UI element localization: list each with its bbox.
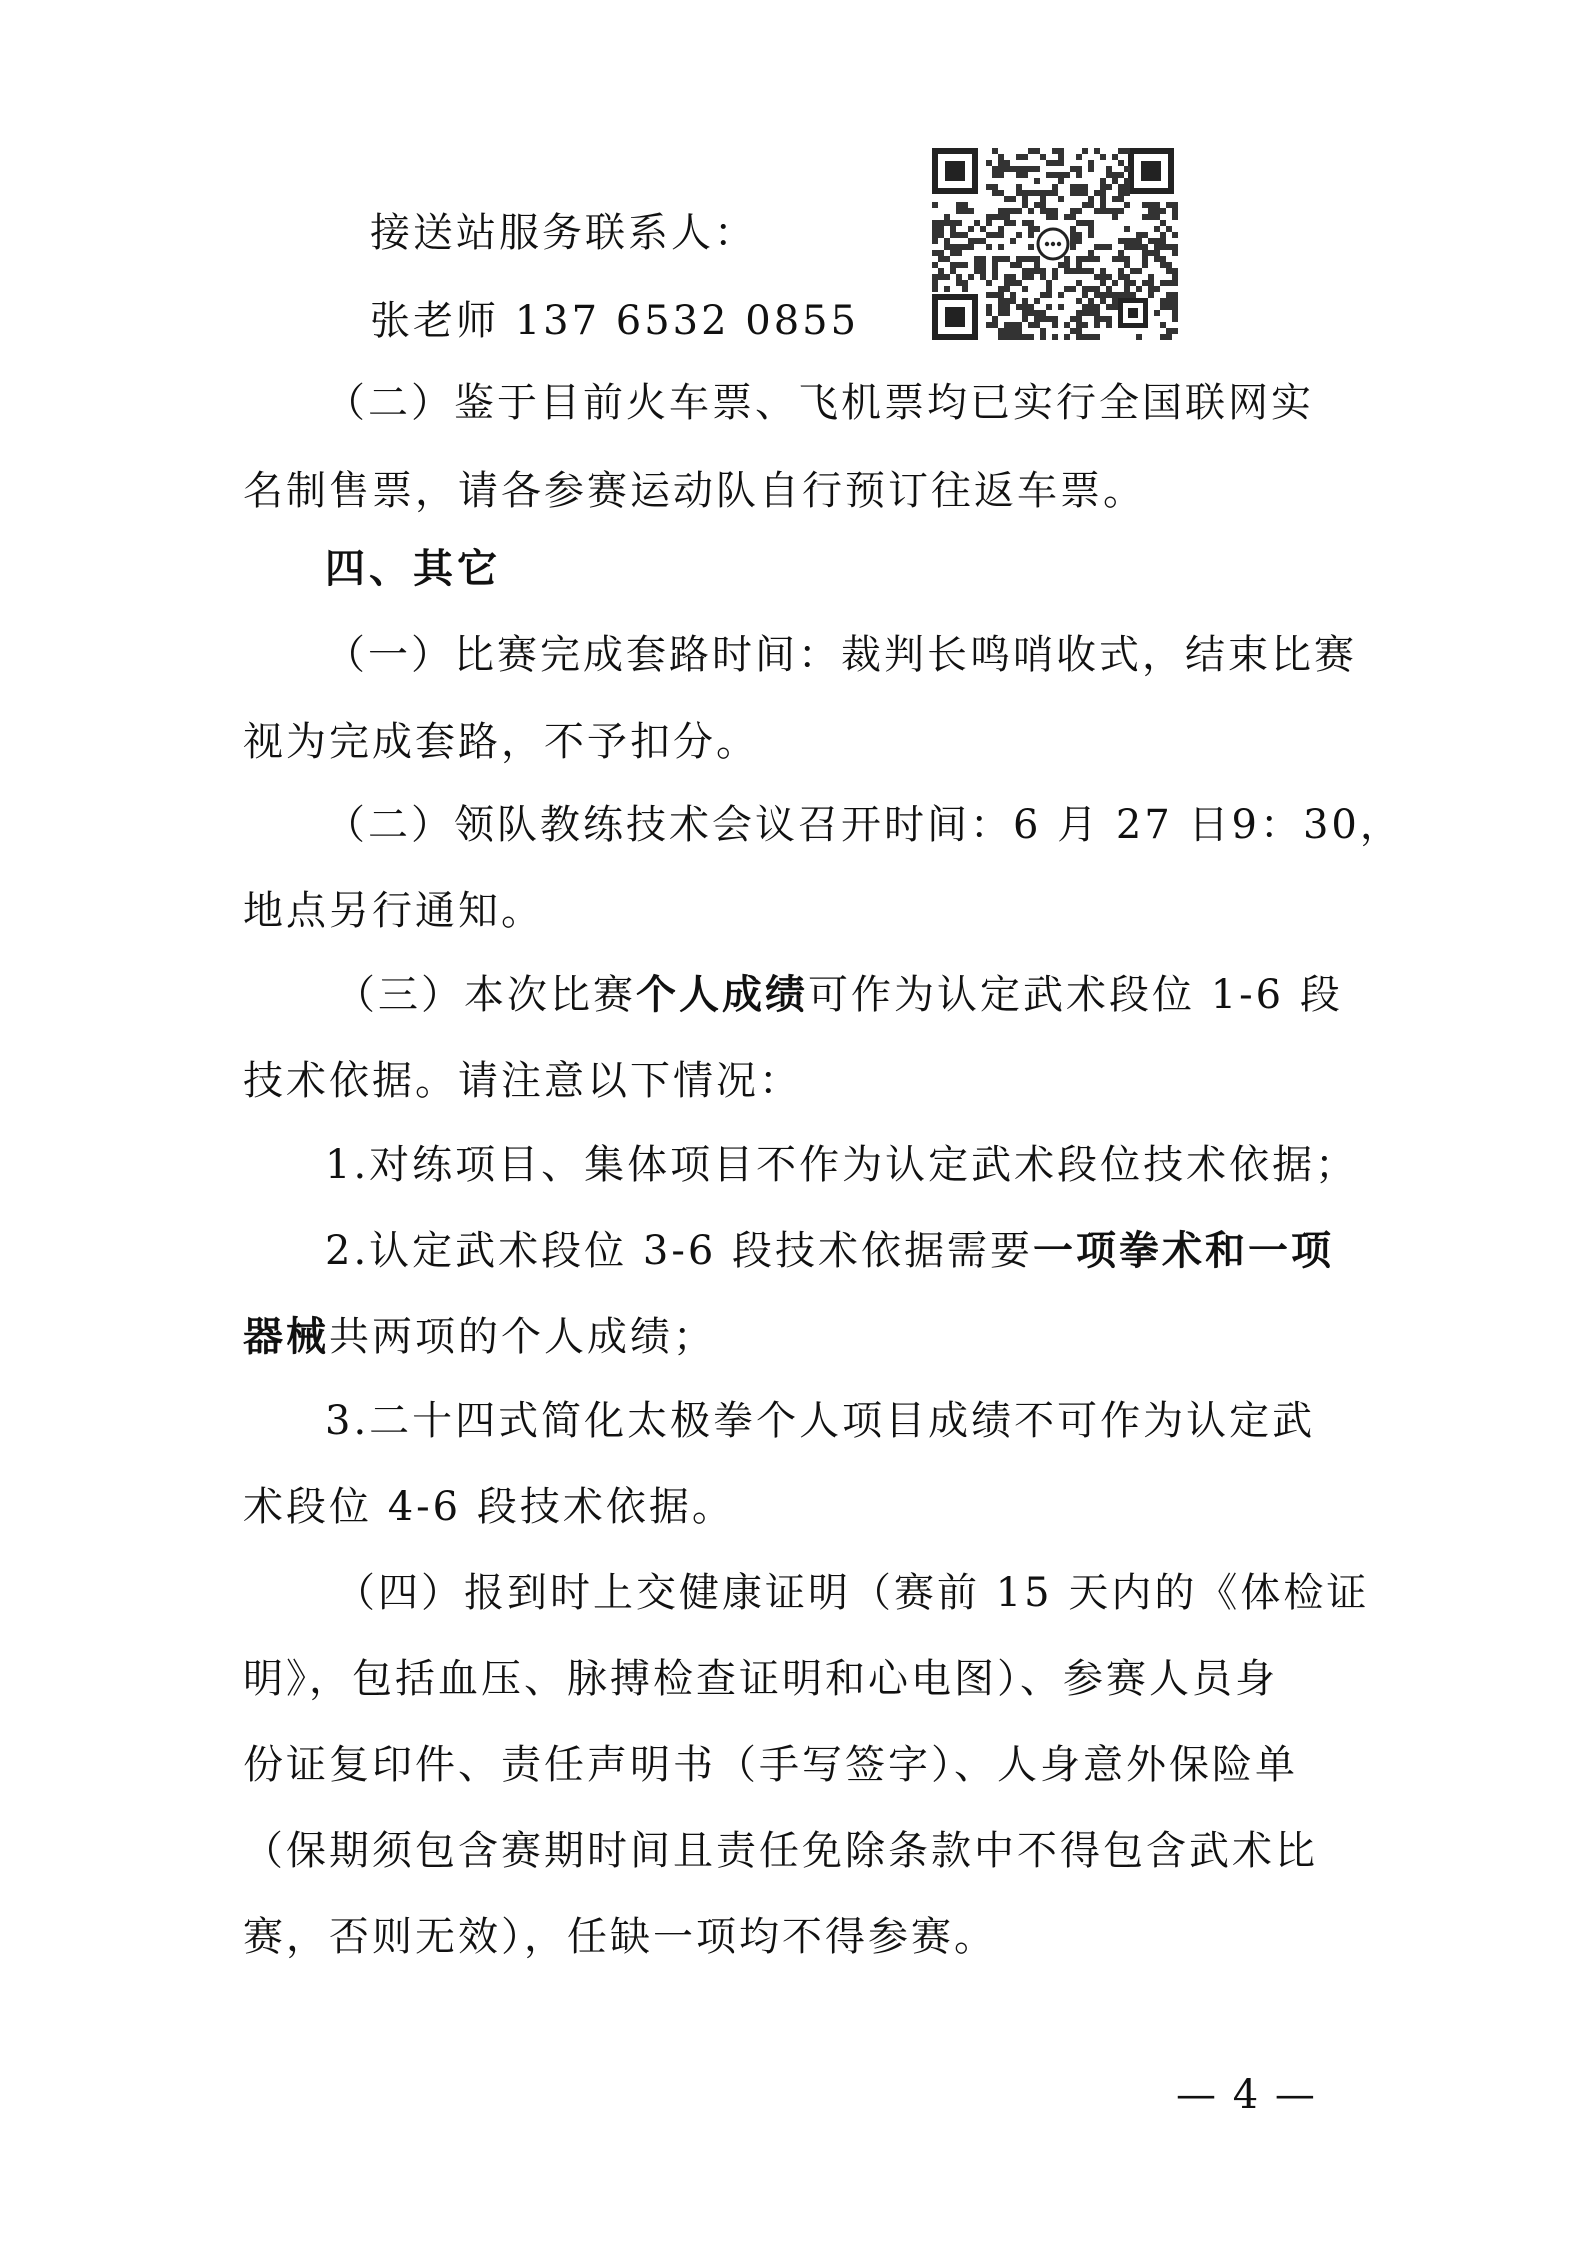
emphasis-text: 一项拳术和一项 (1033, 1228, 1335, 1274)
paragraph-line: （二）鉴于目前火车票、飞机票均已实行全国联网实 (325, 380, 1314, 426)
paragraph-line: （一）比赛完成套路时间：裁判长鸣哨收式，结束比赛 (325, 632, 1357, 678)
section-heading: 四、其它 (325, 546, 501, 592)
text-run: （三）本次比赛 (335, 972, 636, 1018)
contact-name-phone: 张老师 137 6532 0855 (370, 298, 860, 344)
note-line: 1.对练项目、集体项目不作为认定武术段位技术依据； (325, 1142, 1359, 1188)
text-run: 可作为认定武术段位 1-6 段 (808, 972, 1343, 1018)
emphasis-text: 器械 (243, 1314, 329, 1360)
note-line: 3.二十四式简化太极拳个人项目成绩不可作为认定武 (325, 1398, 1316, 1444)
text-run: 2.认定武术段位 3-6 段技术依据需要 (325, 1228, 1034, 1274)
qr-code-icon (922, 140, 1184, 348)
paragraph-line (335, 970, 1343, 1020)
text-run: 共两项的个人成绩； (329, 1314, 716, 1360)
emphasis-text: 个人成绩 (636, 972, 808, 1018)
paragraph-line: 视为完成套路，不予扣分。 (243, 719, 759, 765)
paragraph-line: 地点另行通知。 (243, 888, 544, 934)
paragraph-line: 名制售票，请各参赛运动队自行预订往返车票。 (243, 468, 1146, 514)
paragraph-line: 明》，包括血压、脉搏检查证明和心电图）、参赛人员身 (243, 1656, 1278, 1702)
paragraph-line: （四）报到时上交健康证明（赛前 15 天内的《体检证 (335, 1570, 1370, 1616)
page-number: — 4 — (1176, 2072, 1317, 2118)
paragraph-line: （保期须包含赛期时间且责任免除条款中不得包含武术比 (243, 1828, 1318, 1874)
paragraph-line: 赛，否则无效），任缺一项均不得参赛。 (243, 1914, 997, 1960)
paragraph-line: 份证复印件、责任声明书（手写签字）、人身意外保险单 (243, 1742, 1298, 1788)
note-line: 术段位 4-6 段技术依据。 (243, 1484, 735, 1530)
note-line (243, 1312, 716, 1362)
contact-label: 接送站服务联系人： (370, 210, 757, 256)
paragraph-line: 技术依据。请注意以下情况： (243, 1058, 802, 1104)
paragraph-line: （二）领队教练技术会议召开时间：6 月 27 日9：30， (325, 802, 1403, 848)
note-line (325, 1226, 1334, 1276)
